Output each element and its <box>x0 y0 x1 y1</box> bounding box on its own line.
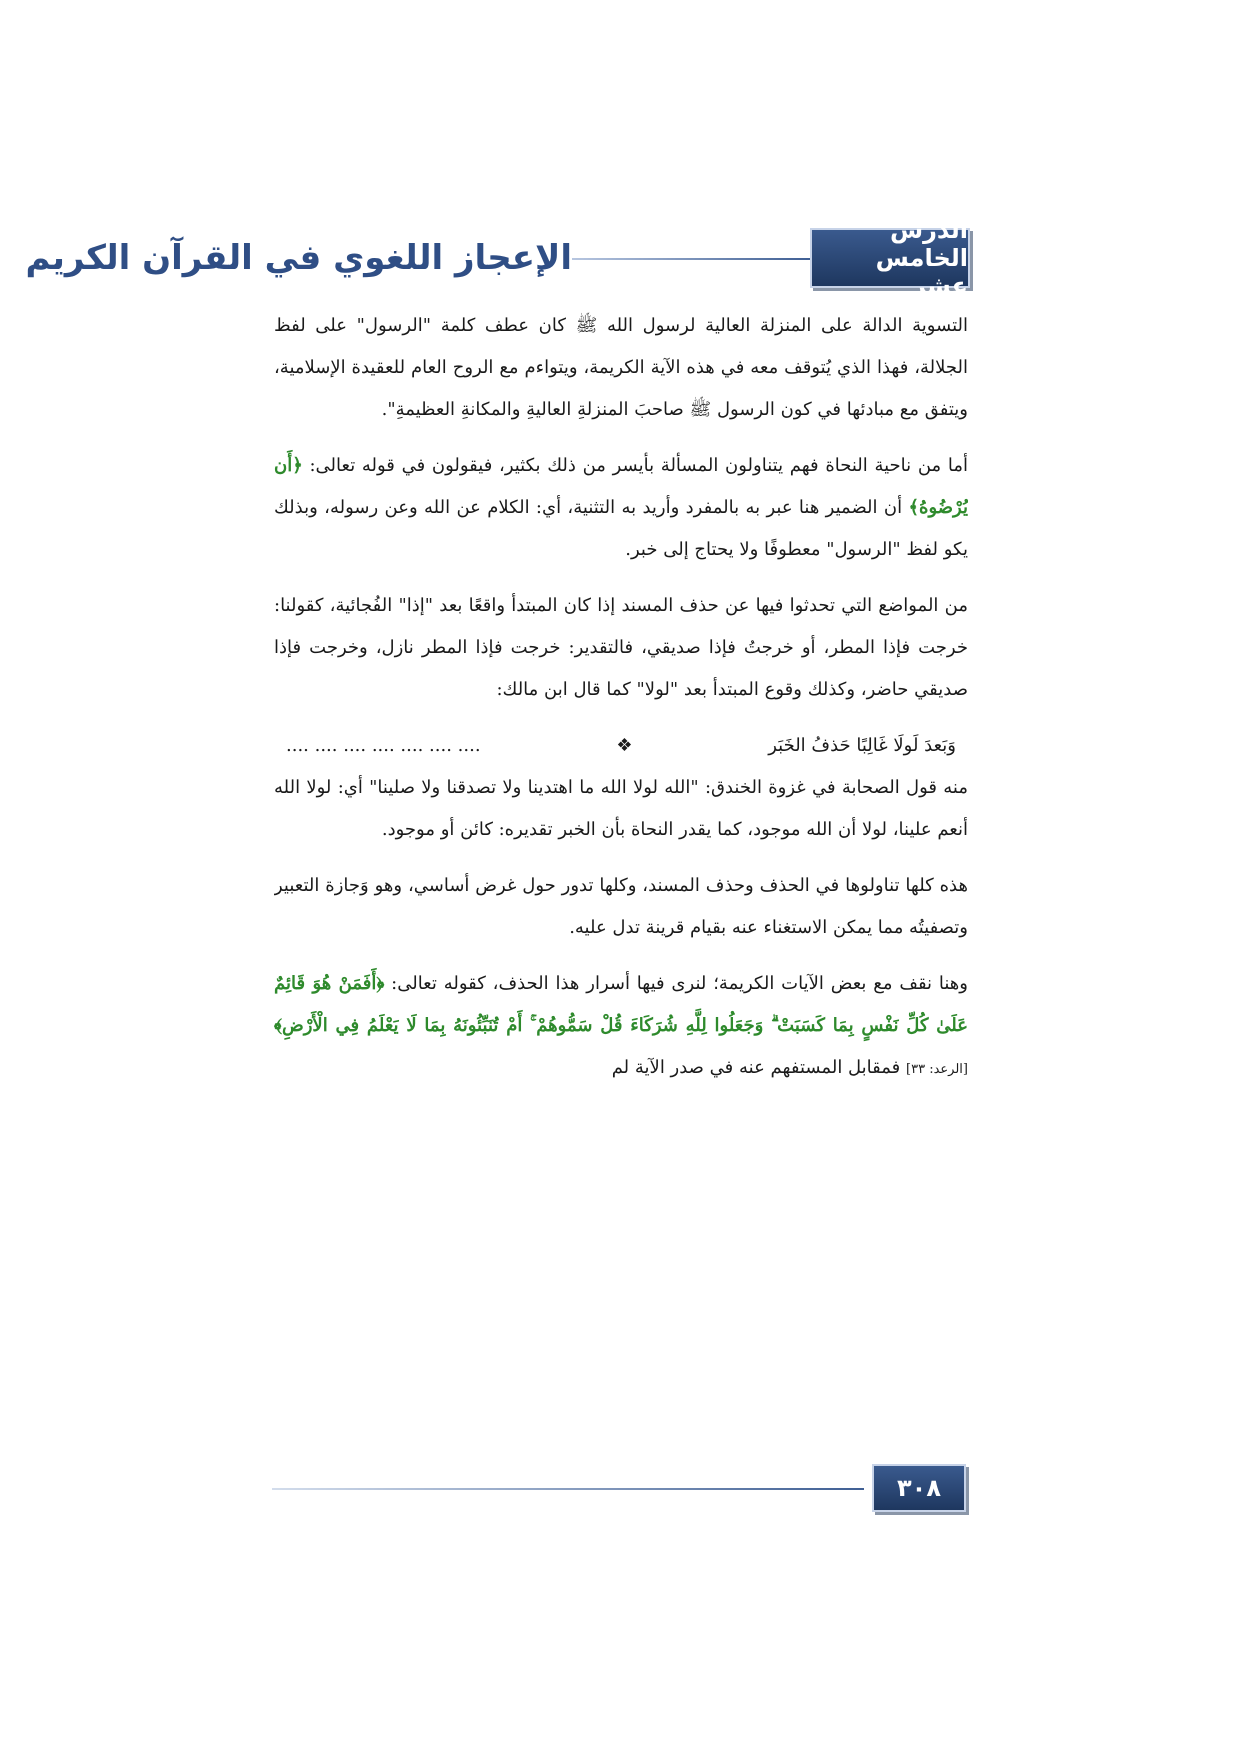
poem-verse: وَبَعدَ لَولَا غَالِبًا حَذفُ الخَبَر <box>768 735 956 756</box>
paragraph-3-body: من المواضع التي تحدثوا فيها عن حذف المسند إذا كان المبتدأ واقعًا بعد "إذا" الفُجائية، كقولنا: خرجت فإذا المطر، أو خرجتُ فإذا صديقي، فالتقدير: <box>274 595 968 658</box>
page-content <box>274 305 968 1415</box>
paragraph-5: هذه كلها تناولوها في الحذف وحذف المسند، وكلها تدور حول غرض أساسي، وهو وَجازة التعبير وتصفيتُه مما يمكن الاستغناء عنه بقيام قرينة تدل عليه. <box>274 875 968 938</box>
paragraph-2-end: خبر. <box>625 539 658 560</box>
poem-separator: ❖ <box>616 735 633 756</box>
paragraph-6 <box>274 963 968 1091</box>
quran-verse: ﴿أَن يُرْضُوهُ﴾ <box>274 455 968 518</box>
paragraph-2 <box>274 445 968 571</box>
poem-dots: .... .... .... .... .... .... .... <box>286 735 481 756</box>
paragraph-3-cont: خرجت فإذا المطر نازل، وخرجت فإذا صديقي حاضر، وكذلك وقوع المبتدأ بعد "لولا" كما قال ابن مالك: <box>274 637 968 700</box>
verse-reference: [الرعد: ٣٣] <box>906 1062 968 1077</box>
paragraph-6-body: فمقابل المستفهم عنه في صدر الآية لم <box>611 1057 901 1078</box>
paragraph-6-intro: وهنا نقف مع بعض الآيات الكريمة؛ لنرى فيها أسرار هذا الحذف، كقوله تعالى: <box>391 973 968 994</box>
paragraph-2-body: أن الضمير هنا عبر به بالمفرد وأريد به التثنية، أي: الكلام عن الله وعن رسوله، وبذلك يكو لفظ "الرسول" معطوفًا ولا يحتاج إلى <box>274 497 968 560</box>
footer-divider <box>272 1488 864 1490</box>
book-title: الإعجاز اللغوي في القرآن الكريم <box>25 238 572 278</box>
paragraph-2-intro: أما من ناحية النحاة فهم يتناولون المسألة بأيسر من ذلك بكثير، فيقولون في قوله تعالى: <box>309 455 968 476</box>
paragraph-3 <box>274 585 968 711</box>
paragraph-4: منه قول الصحابة في غزوة الخندق: "الله لولا الله ما اهتدينا ولا تصدقنا ولا صلينا" أي: لولا الله أنعم علينا، لولا أن الله موجود، كما يقدر النحاة بأن الخبر تقديره: كائن أو موجود. <box>274 777 968 840</box>
header-divider <box>572 258 810 260</box>
page-number: ٣٠٨ <box>872 1464 966 1512</box>
paragraph-1: التسوية الدالة على المنزلة العالية لرسول الله ﷺ كان عطف كلمة "الرسول" على لفظ الجلالة، فهذا الذي يُتوقف معه في هذه الآية الكريمة، ويتواءم مع الروح العام للعقيدة الإسلامية، ويتفق مع مبادئها في كون الرسول ﷺ صاحبَ المنزلةِ العاليةِ والمكانةِ العظيمةِ". <box>274 315 968 420</box>
poem-line <box>274 725 968 767</box>
lesson-badge: الدرس الخامس عشر <box>810 228 970 288</box>
quran-verse: ﴿أَفَمَنْ هُوَ قَائِمٌ عَلَىٰ كُلِّ نَفْسٍ بِمَا كَسَبَتْ ۗ وَجَعَلُوا لِلَّهِ شُرَكَاءَ قُلْ سَمُّوهُمْ ۚ أَمْ تُنَبِّئُونَهُ بِمَا لَا يَعْلَمُ فِي الْأَرْضِ﴾ <box>274 973 968 1036</box>
page-header <box>25 216 970 300</box>
